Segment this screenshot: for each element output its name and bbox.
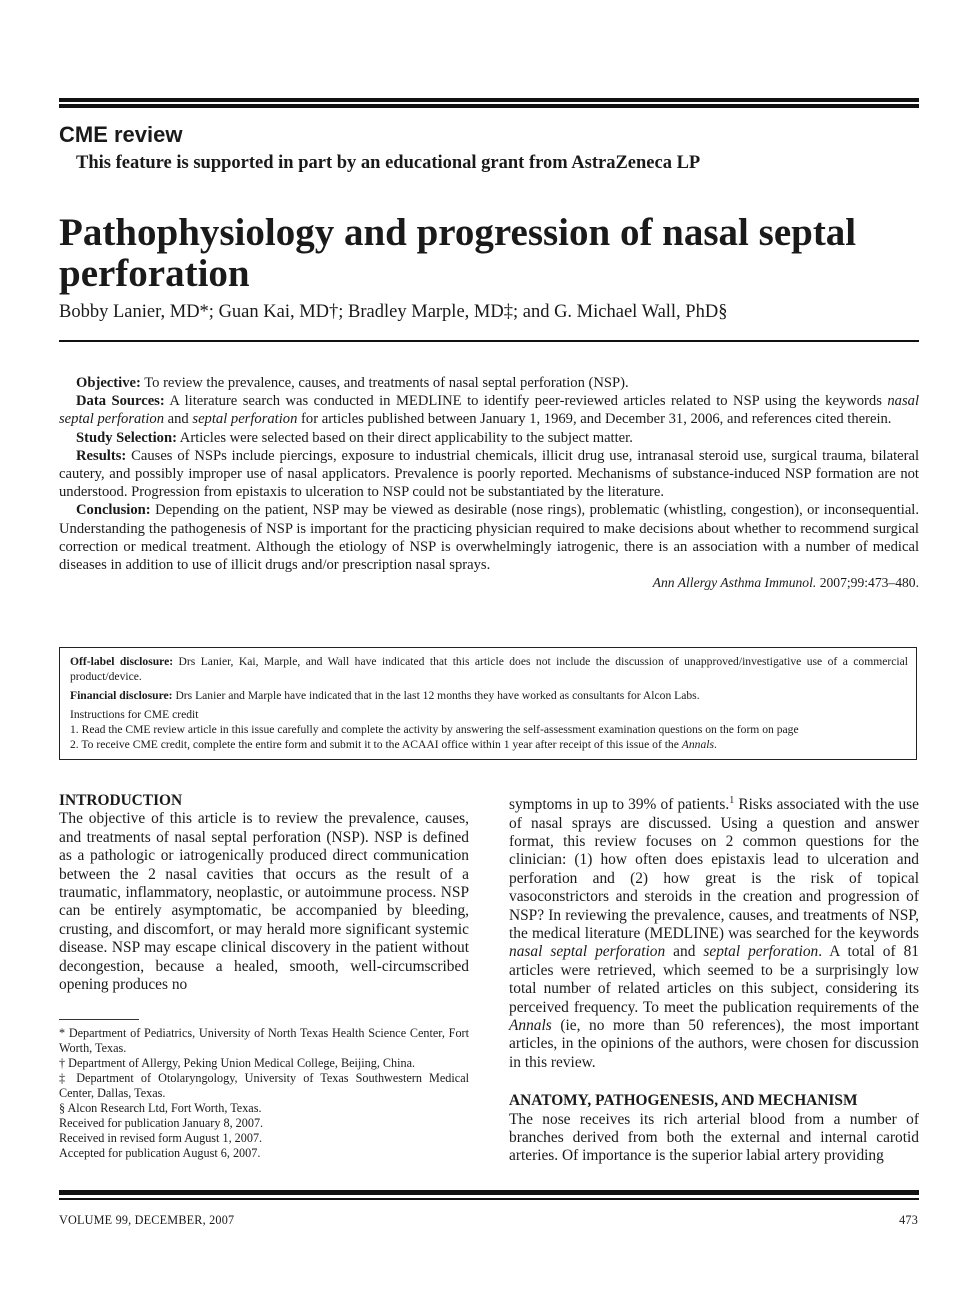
abstract-study-selection: Study Selection: Articles were selected based on their direct applicability to the subject matter. (76, 429, 633, 446)
disclosure-box (59, 647, 917, 760)
financial-disclosure: Financial disclosure: Drs Lanier and Marple have indicated that in the last 12 months they have worked as consultants for Alcon Labs. (70, 689, 700, 702)
bottom-rule-thick (59, 1190, 919, 1195)
abstract-data-sources: Data Sources: A literature search was conducted in MEDLINE to identify peer-reviewed articles related to NSP using the keywords nasal septal perforation and septal perforation for articles published between January 1, 1969, and December 31, 2006, and references cited therein. (59, 393, 919, 428)
footnote: Received for publication January 8, 2007. (59, 1116, 264, 1130)
section-label: CME review (59, 122, 183, 147)
anatomy-text: The nose receives its rich arterial blood from a number of branches derived from both the external and internal carotid arteries. Of importance is the superior labial artery providing (509, 1110, 919, 1165)
reference-superscript: 1 (729, 795, 735, 806)
cme-instruction-1: 1. Read the CME review article in this issue carefully and complete the activity by answering the self-assessment examination questions on the form on page (70, 723, 799, 736)
footnote: Received in revised form August 1, 2007. (59, 1131, 263, 1145)
introduction-text: The objective of this article is to review the prevalence, causes, and treatments of nasal septal perforation (NSP). NSP is defined as a pathologic or iatrogenically produced direct communication between the 2 nasal cavities that occurs as the result of a traumatic, inflammatory, neoplastic, or autoimmune process. NSP can be entirely asymptomatic, be accompanied by bleeding, crusting, and discomfort, or may herald more significant systemic disease. NSP may escape clinical discovery in the patient without decongestion, because a healed, smooth, well-circumscribed opening produces no (59, 810, 469, 994)
footnotes (59, 1026, 469, 1161)
footnote-rule (59, 1019, 139, 1020)
footnote: ‡ Department of Otolaryngology, University of Texas Southwestern Medical Center, Dallas, Texas. (59, 1071, 469, 1100)
footnote: † Department of Allergy, Peking Union Medical College, Beijing, China. (59, 1056, 416, 1070)
footer-volume: VOLUME 99, DECEMBER, 2007 (59, 1213, 235, 1227)
left-column (59, 792, 469, 994)
cme-instruction-2: 2. To receive CME credit, complete the entire form and submit it to the ACAAI office within 1 year after receipt of this issue of the Annals. (70, 738, 717, 751)
footnote: Accepted for publication August 6, 2007. (59, 1146, 261, 1160)
footnote: § Alcon Research Ltd, Fort Worth, Texas. (59, 1101, 262, 1115)
article-authors: Bobby Lanier, MD*; Guan Kai, MD†; Bradley Marple, MD‡; and G. Michael Wall, PhD§ (59, 302, 728, 322)
bottom-rule-thin (59, 1198, 919, 1200)
abstract-citation: Ann Allergy Asthma Immunol. 2007;99:473–480. (652, 575, 919, 591)
right-column (509, 792, 919, 1166)
abstract-results: Results: Causes of NSPs include piercings, exposure to industrial chemicals, illicit drug use, intranasal steroid use, surgical trauma, bilateral cautery, and possibly improper use of nasal applicators. Prevalence is poorly reported. Mechanisms of substance-induced NSP formation are not understood. Progression from epistaxis to ulceration to NSP could not be substantiated by the literature. (59, 447, 919, 501)
top-rule-thick (59, 98, 919, 102)
right-column-intro-continuation: symptoms in up to 39% of patients.$^1$ Risks associated with the use of nasal sprays are discussed. Using a question and answer format, this review focuses on 2 common questions for the clinician: (1) how often does epistaxis lead to ulceration and perforation and (2) how great is the risk of topical vasoconstrictors and steroids in the creation and progression of NSP? In reviewing the prevalence, causes, and treatments of NSP, the medical literature (MEDLINE) was searched for the keywords nasal septal perforation and septal perforation. A total of 81 articles were retrieved, which seemed to be a surprisingly low total number of related articles on this subject, considering its perceived frequency. To meet the publication requirements of the Annals (ie, no more than 50 references), the most important articles, in the opinions of the authors, were chosen for discussion in this review. (509, 795, 920, 1071)
abstract (59, 374, 919, 592)
introduction-heading: INTRODUCTION (59, 792, 183, 809)
anatomy-heading: ANATOMY, PATHOGENESIS, AND MECHANISM (509, 1092, 858, 1110)
top-rule-thick-2 (59, 104, 919, 108)
title-divider (59, 340, 919, 342)
footer-page-number: 473 (899, 1213, 918, 1227)
abstract-conclusion: Conclusion: Depending on the patient, NSP may be viewed as desirable (nose rings), problematic (whistling, congestion), or inconsequential. Understanding the pathogenesis of NSP is important for the practicing physician required to make decisions about whether to recommend surgical correction or medical treatment. Although the etiology of NSP is overwhelmingly iatrogenic, there is an association with a number of medical diseases in addition to use of illicit drugs and/or prescription nasal sprays. (59, 502, 920, 574)
cme-instructions-heading: Instructions for CME credit (70, 708, 199, 721)
offlabel-disclosure: Off-label disclosure: Drs Lanier, Kai, Marple, and Wall have indicated that this article does not include the discussion of unapproved/investigative use of a commercial product/device. (70, 655, 908, 683)
support-line: This feature is supported in part by an educational grant from AstraZeneca LP (76, 153, 701, 173)
article-title: Pathophysiology and progression of nasal septal perforation (59, 211, 857, 295)
abstract-objective: Objective: To review the prevalence, causes, and treatments of nasal septal perforation (NSP). (76, 375, 629, 391)
footnote: * Department of Pediatrics, University of North Texas Health Science Center, Fort Worth, Texas. (59, 1026, 469, 1055)
